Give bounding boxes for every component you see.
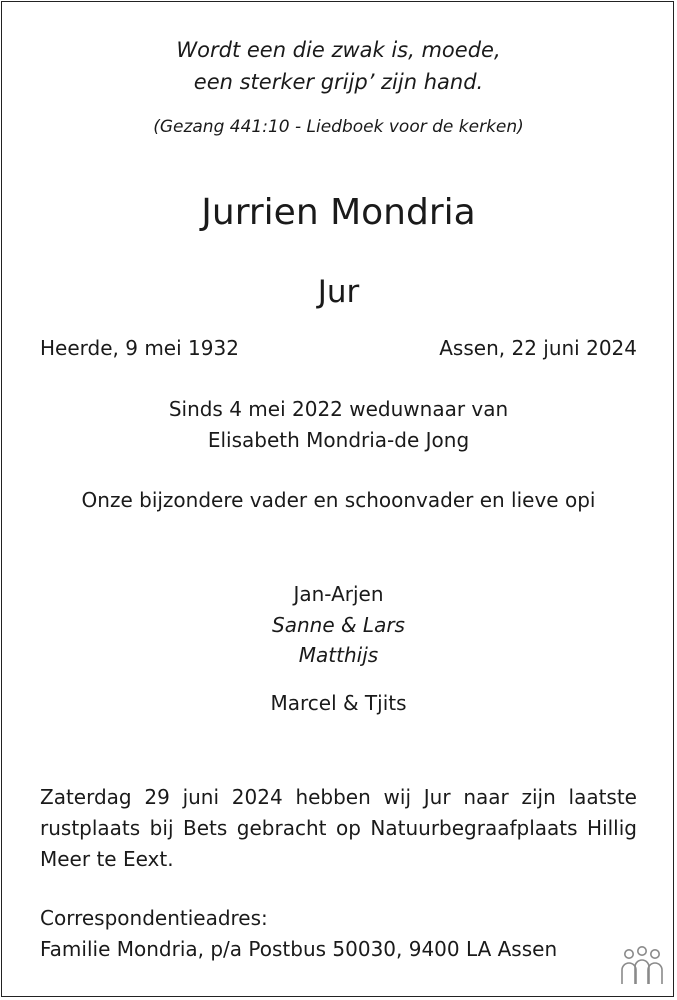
family-grandchild-2: Matthijs — [298, 643, 379, 667]
burial-text: Zaterdag 29 juni 2024 hebben wij Jur naar zijn laatste rustplaats bij Bets gebracht op Natuurbegraafplaats Hillig Meer te Eext. — [40, 785, 637, 871]
birth-place-date: Heerde, 9 mei 1932 — [40, 336, 239, 360]
family-child-2: Marcel & Tjits — [270, 691, 407, 715]
correspondence-address: Familie Mondria, p/a Postbus 50030, 9400 LA Assen — [40, 937, 558, 961]
widower-line-1: Sinds 4 mei 2022 weduwnaar van — [168, 397, 509, 421]
family-child-1: Jan-Arjen — [293, 582, 384, 606]
quote-line-1: Wordt een die zwak is, moede, — [176, 38, 501, 62]
quote-source: (Gezang 441:10 - Liedboek voor de kerken) — [153, 117, 524, 137]
deceased-nickname: Jur — [317, 274, 360, 310]
family-grandchild-1: Sanne & Lars — [272, 613, 405, 637]
deceased-name: Jurrien Mondria — [201, 192, 476, 233]
quote-line-2: een sterker grijp’ zijn hand. — [193, 70, 484, 94]
death-place-date: Assen, 22 juni 2024 — [439, 336, 637, 360]
tribute-line: Onze bijzondere vader en schoonvader en lieve opi — [81, 488, 596, 512]
people-group-icon — [618, 944, 666, 988]
widower-line-2: Elisabeth Mondria-de Jong — [207, 428, 470, 452]
correspondence-label: Correspondentieadres: — [40, 906, 268, 930]
